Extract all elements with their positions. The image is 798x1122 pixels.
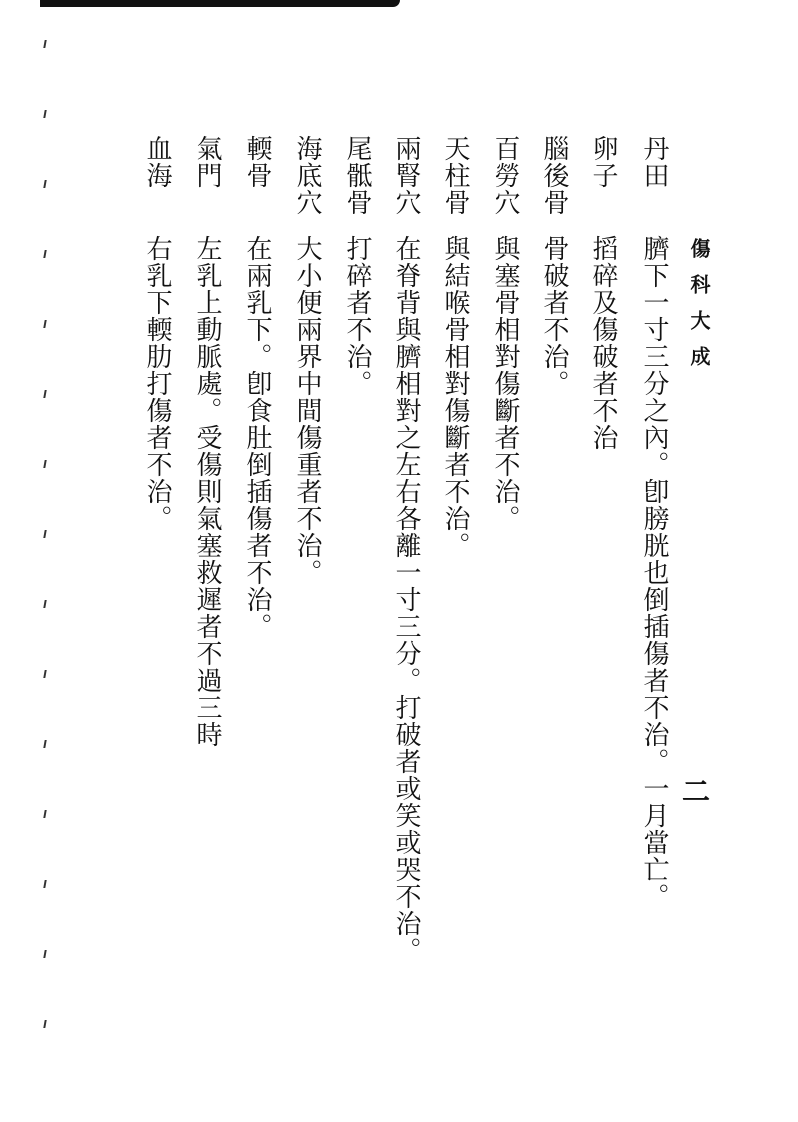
page-number: 二	[681, 775, 710, 808]
entry-column	[140, 135, 174, 1035]
entry-text: 左乳上動脈處。受傷則氣塞救遲者不過三時	[192, 235, 222, 748]
entry-column	[488, 135, 522, 1035]
entry-text: 與結喉骨相對傷斷者不治。	[440, 235, 470, 559]
entry-column	[389, 135, 423, 1035]
entry-column	[586, 135, 620, 1035]
entry-term: 血海	[142, 135, 172, 189]
entry-term: 百勞穴	[490, 135, 520, 216]
entry-term: 輭骨	[242, 135, 272, 189]
entry-column	[240, 135, 274, 1035]
entry-text: 大小便兩界中間傷重者不治。	[292, 235, 322, 586]
entry-column	[340, 135, 374, 1035]
entry-term: 兩腎穴	[391, 135, 421, 216]
top-edge-bar	[40, 0, 400, 7]
entry-text: 右乳下輭肋打傷者不治。	[142, 235, 172, 532]
binding-marks	[44, 40, 54, 1080]
entry-text: 骨破者不治。	[539, 235, 569, 397]
entry-column	[637, 135, 671, 1035]
entry-term: 海底穴	[292, 135, 322, 216]
entry-column	[537, 135, 571, 1035]
book-title: 傷科大成	[687, 238, 711, 382]
entry-text: 搯碎及傷破者不治	[588, 235, 618, 451]
entry-column	[190, 135, 224, 1035]
entry-term: 天柱骨	[440, 135, 470, 216]
entry-term: 丹田	[639, 135, 669, 189]
entry-text: 在脊背與臍相對之左右各離一寸三分。打破者或笑或哭不治。	[391, 235, 421, 964]
entry-text: 臍下一寸三分之內。卽膀胱也倒插傷者不治。一月當亡。	[639, 235, 669, 910]
entry-term: 腦後骨	[539, 135, 569, 216]
entry-column	[290, 135, 324, 1035]
entry-text: 打碎者不治。	[342, 235, 372, 397]
entry-term: 卵子	[588, 135, 618, 189]
entry-column	[438, 135, 472, 1035]
entry-text: 與塞骨相對傷斷者不治。	[490, 235, 520, 532]
entry-term: 尾骶骨	[342, 135, 372, 216]
entry-term: 氣門	[192, 135, 222, 189]
entry-text: 在兩乳下。卽食肚倒插傷者不治。	[242, 235, 272, 640]
